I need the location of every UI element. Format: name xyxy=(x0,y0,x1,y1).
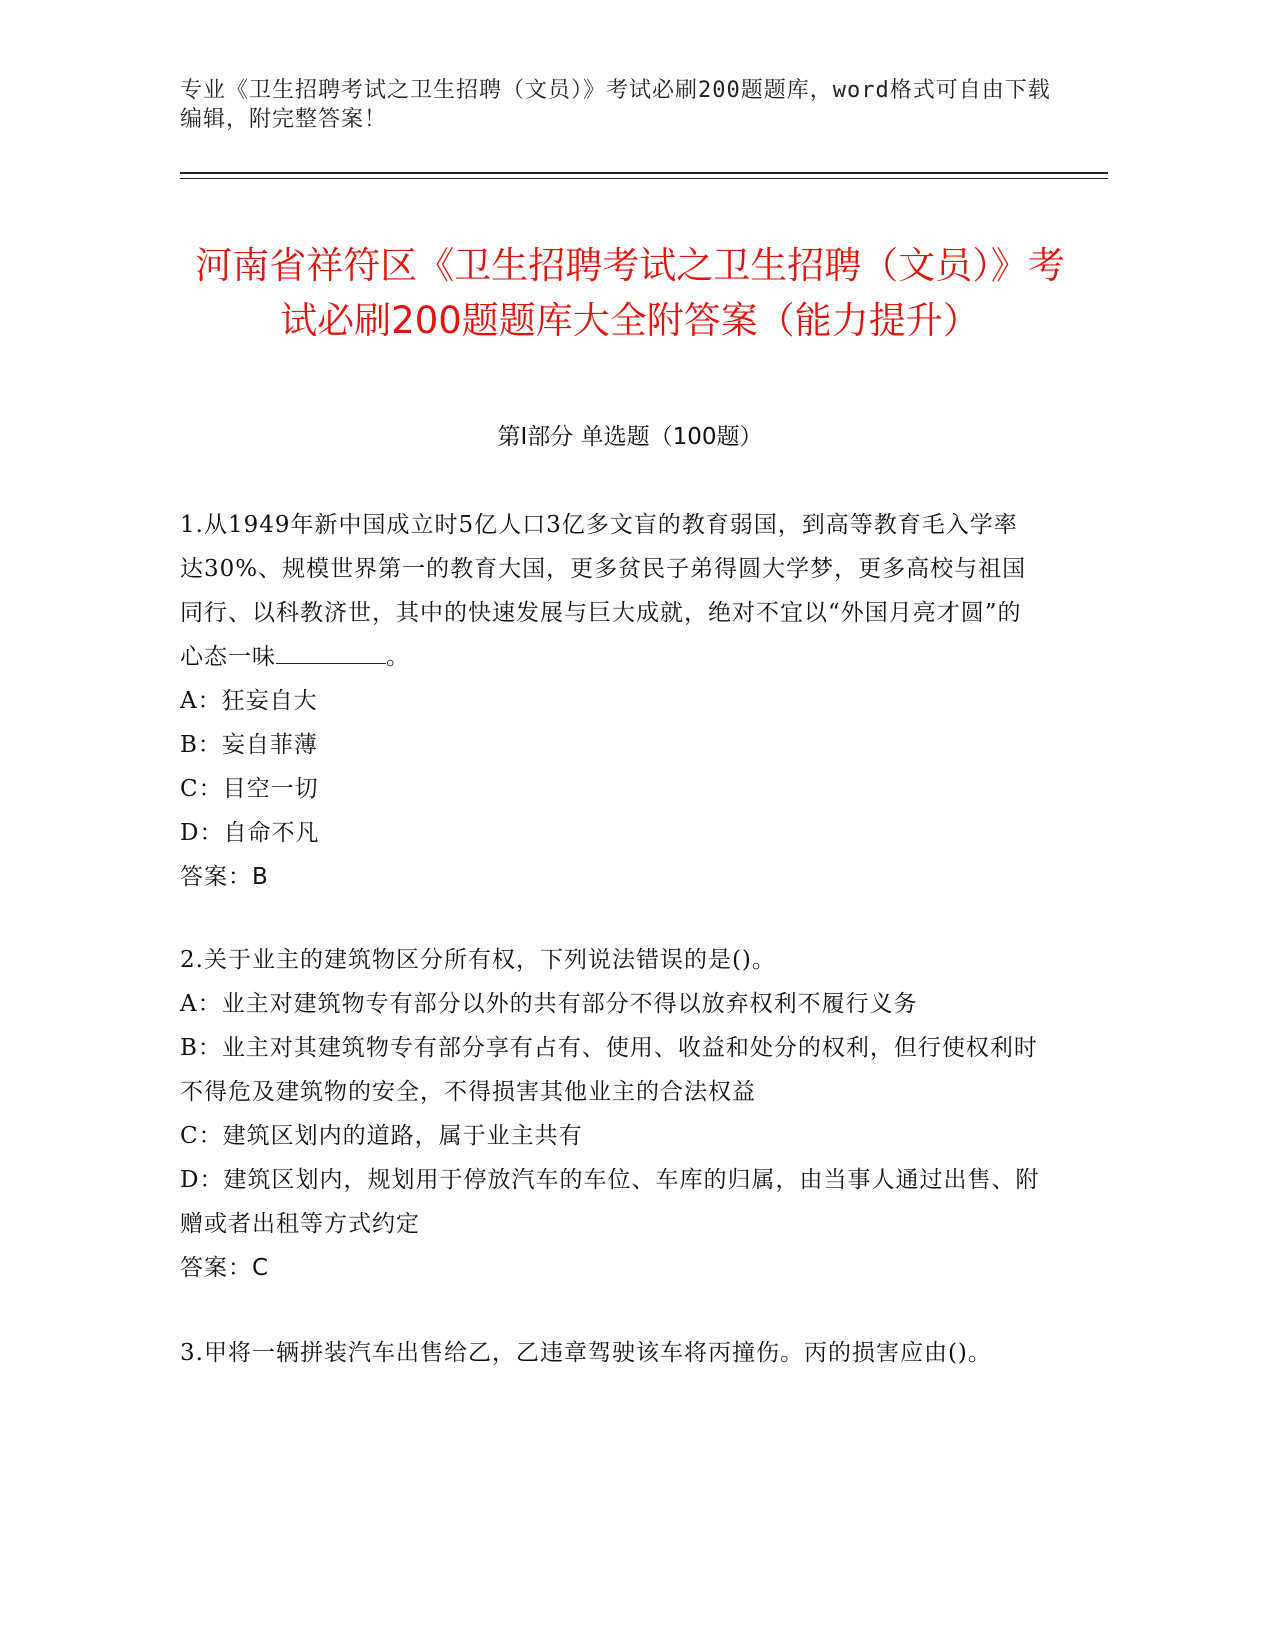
question-stem: 2.关于业主的建筑物区分所有权，下列说法错误的是()。 xyxy=(180,947,776,973)
section-heading: 第I部分 单选题（100题） xyxy=(497,424,763,450)
question-1 xyxy=(180,503,1040,899)
answer: 答案：B xyxy=(180,864,269,890)
question-stem-text: 1.从1949年新中国成立时5亿人口3亿多文盲的教育弱国，到高等教育毛入学率达30%、规模世界第一的教育大国，更多贫民子弟得圆大学梦，更多高校与祖国同行、以科教济世，其中的快速发展与巨大成就，绝对不宜以“外国月亮才圆”的心态一味 xyxy=(180,512,1027,670)
question-2 xyxy=(180,938,1040,1290)
option-b: B：妄自菲薄 xyxy=(180,732,318,758)
header-note: 专业《卫生招聘考试之卫生招聘（文员）》考试必刷200题题库，word格式可自由下载编辑，附完整答案！ xyxy=(180,78,1051,132)
question-stem xyxy=(180,503,1040,679)
answer: 答案：C xyxy=(180,1255,270,1281)
option-d: D：建筑区划内，规划用于停放汽车的车位、车库的归属，由当事人通过出售、附赠或者出租等方式约定 xyxy=(180,1167,1040,1237)
option-c: C：目空一切 xyxy=(180,776,319,802)
header-rule-thin xyxy=(180,178,1108,179)
document-title: 河南省祥符区《卫生招聘考试之卫生招聘（文员）》考试必刷200题题库大全附答案（能力提升） xyxy=(195,243,1065,342)
option-a: A：业主对建筑物专有部分以外的共有部分不得以放弃权利不履行义务 xyxy=(180,991,918,1017)
option-b: B：业主对其建筑物专有部分享有占有、使用、收益和处分的权利，但行使权利时不得危及建筑物的安全，不得损害其他业主的合法权益 xyxy=(180,1035,1038,1105)
option-d: D：自命不凡 xyxy=(180,820,320,846)
answer-blank xyxy=(276,637,386,664)
question-3 xyxy=(180,1331,1040,1375)
header-rule-thick xyxy=(180,172,1108,174)
question-stem: 3.甲将一辆拼装汽车出售给乙，乙违章驾驶该车将丙撞伤。丙的损害应由()。 xyxy=(180,1340,992,1366)
option-a: A：狂妄自大 xyxy=(180,688,318,714)
question-stem-end: 。 xyxy=(386,644,410,670)
option-c: C：建筑区划内的道路，属于业主共有 xyxy=(180,1123,583,1149)
